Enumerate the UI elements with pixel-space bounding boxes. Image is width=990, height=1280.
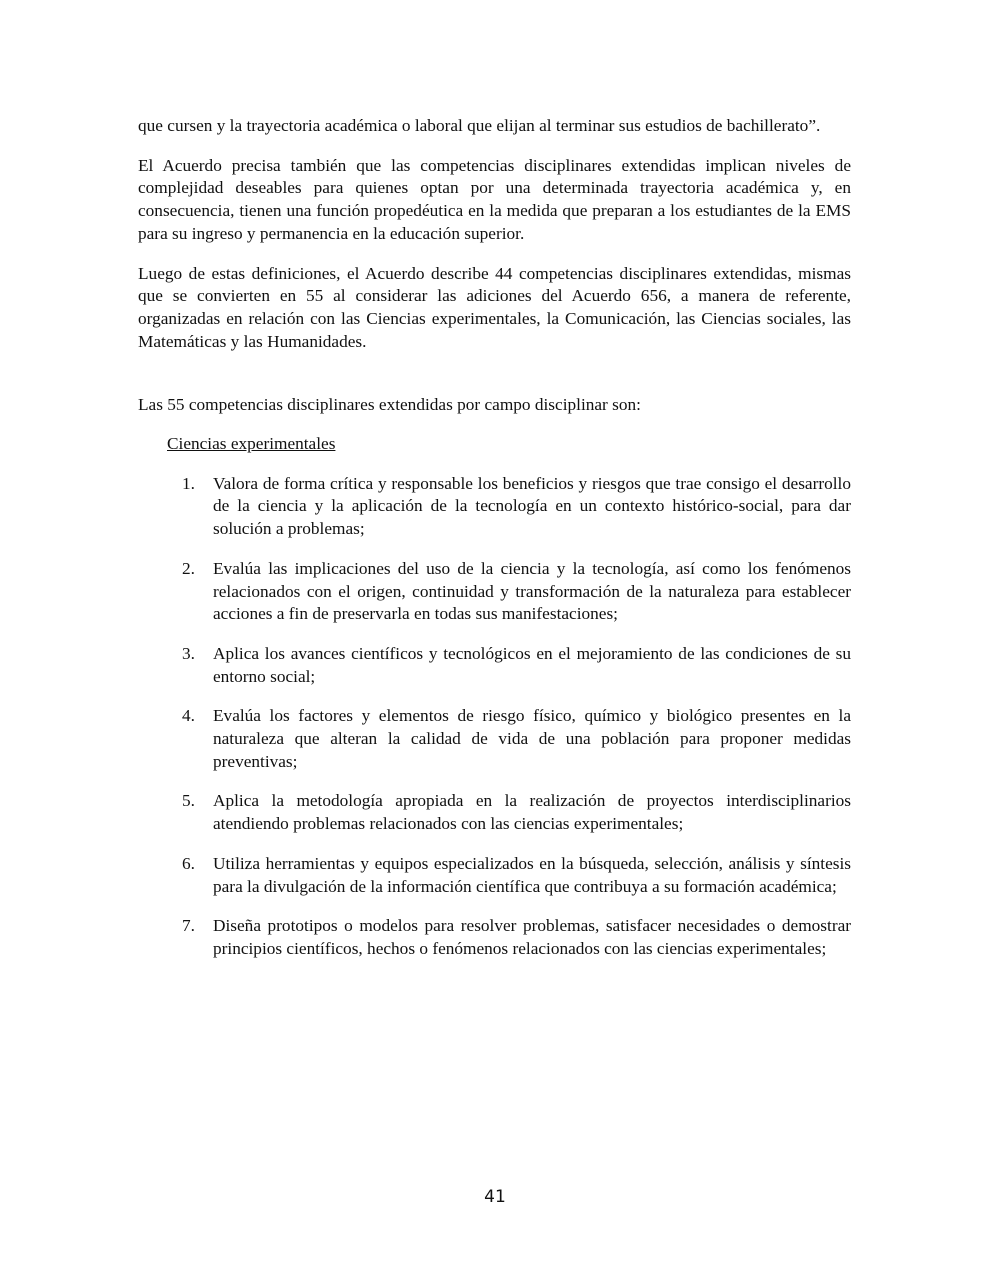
item-text: Utiliza herramientas y equipos especializados en la búsqueda, selección, análisis y síntesis para la divulgación de la información científica que contribuya a su formación académica; [213, 853, 851, 896]
list-intro: Las 55 competencias disciplinares extendidas por campo disciplinar son: [138, 395, 641, 415]
item-number: 5. [182, 791, 195, 811]
item-number: 4. [182, 706, 195, 726]
item-text: Evalúa las implicaciones del uso de la ciencia y la tecnología, así como los fenómenos relacionados con el origen, continuidad y transformación de la naturaleza para establecer acciones a fin de preservarla en todas sus manifestaciones; [213, 558, 851, 624]
item-number: 1. [182, 473, 195, 493]
list-item [138, 853, 851, 898]
item-number: 6. [182, 853, 195, 873]
list-item [138, 473, 851, 541]
page-body [138, 115, 851, 978]
list-item [138, 558, 851, 626]
list-item [138, 915, 851, 960]
paragraph: que cursen y la trayectoria académica o laboral que elijan al terminar sus estudios de bachillerato”. [138, 116, 821, 135]
item-number: 3. [182, 643, 195, 663]
item-text: Aplica los avances científicos y tecnológicos en el mejoramiento de las condiciones de su entorno social; [213, 643, 851, 686]
list-item [138, 705, 851, 773]
item-text: Diseña prototipos o modelos para resolver problemas, satisfacer necesidades o demostrar principios científicos, hechos o fenómenos relacionados con las ciencias experimentales; [213, 916, 851, 958]
list-item [138, 790, 851, 835]
section-heading: Ciencias experimentales [167, 434, 336, 454]
paragraph: Luego de estas definiciones, el Acuerdo describe 44 competencias disciplinares extendidas, mismas que se convierten en 55 al considerar las adiciones del Acuerdo 656, a manera de referente, organizadas en relación con las Ciencias experimentales, la Comunicación, las Ciencias sociales, las Matemáticas y las Humanidades. [138, 263, 851, 351]
paragraph: El Acuerdo precisa también que las competencias disciplinares extendidas implican niveles de complejidad deseables para quienes optan por una determinada trayectoria académica y, en consecuencia, tienen una función propedéutica en la medida que preparan a los estudiantes de la EMS para su ingreso y permanencia en la educación superior. [138, 155, 851, 243]
list-item [138, 643, 851, 688]
item-text: Aplica la metodología apropiada en la realización de proyectos interdisciplinarios atendiendo problemas relacionados con las ciencias experimentales; [213, 791, 851, 834]
item-number: 2. [182, 558, 195, 578]
item-text: Evalúa los factores y elementos de riesgo físico, químico y biológico presentes en la naturaleza que alteran la calidad de vida de una población para proponer medidas preventivas; [213, 706, 851, 771]
item-text: Valora de forma crítica y responsable los beneficios y riesgos que trae consigo el desarrollo de la ciencia y la aplicación de la tecnología en un contexto histórico-social, para dar solución a problemas; [213, 473, 851, 539]
competency-list [138, 473, 851, 961]
item-number: 7. [182, 916, 195, 936]
page-number: 41 [484, 1187, 506, 1207]
